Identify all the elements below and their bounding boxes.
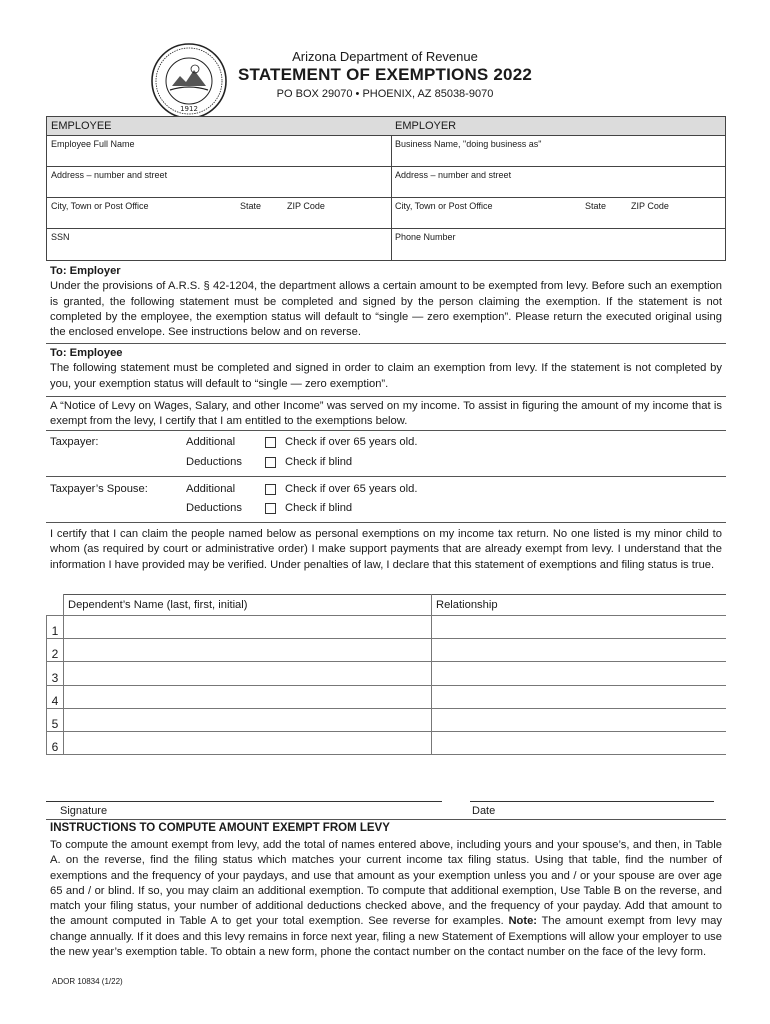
employee-ssn-label: SSN bbox=[51, 232, 70, 242]
employee-city-label: City, Town or Post Office bbox=[51, 201, 149, 211]
divider bbox=[46, 430, 726, 431]
dependents-header-row bbox=[47, 595, 727, 616]
taxpayer-blind-checkbox[interactable] bbox=[265, 457, 276, 468]
table-row bbox=[47, 639, 727, 662]
dependent-name-cell[interactable] bbox=[64, 708, 432, 731]
employer-address-label: Address – number and street bbox=[395, 170, 512, 180]
certification-text: I certify that I can claim the people named below as personal exemptions on my income tax return. No one listed is my minor child to whom (as required by court or administrative order) I make support payments that are already exempt from levy. I understand that the information I have provided may be verified. Under penalties of law, I declare that this statement of exemptions and filing status is true. bbox=[50, 528, 722, 571]
relationship-cell[interactable] bbox=[432, 616, 727, 639]
taxpayer-deductions-label: Deductions bbox=[186, 456, 242, 468]
relationship-cell[interactable] bbox=[432, 685, 727, 708]
row-number: 3 bbox=[47, 662, 64, 685]
table-row bbox=[47, 708, 727, 731]
relationship-cell[interactable] bbox=[432, 708, 727, 731]
spouse-over65-option bbox=[265, 483, 417, 495]
relationship-cell[interactable] bbox=[432, 731, 727, 754]
relationship-header: Relationship bbox=[432, 595, 727, 616]
row-number: 5 bbox=[47, 708, 64, 731]
taxpayer-over65-checkbox[interactable] bbox=[265, 437, 276, 448]
employee-city-field[interactable] bbox=[47, 198, 391, 229]
instructions-heading: INSTRUCTIONS TO COMPUTE AMOUNT EXEMPT FROM LEVY bbox=[50, 822, 390, 834]
state-seal bbox=[150, 42, 228, 120]
to-employer-heading: To: Employer bbox=[50, 265, 121, 277]
table-row bbox=[47, 685, 727, 708]
relationship-cell[interactable] bbox=[432, 662, 727, 685]
taxpayer-over65-option bbox=[265, 436, 417, 448]
dependent-name-cell[interactable] bbox=[64, 662, 432, 685]
instructions-text bbox=[50, 838, 722, 960]
taxpayer-label: Taxpayer: bbox=[50, 436, 99, 448]
seal-year: 1912 bbox=[180, 105, 198, 113]
spouse-label: Taxpayer’s Spouse: bbox=[50, 483, 148, 495]
to-employer-section bbox=[50, 264, 722, 340]
employer-heading: EMPLOYER bbox=[391, 117, 725, 136]
party-info-grid bbox=[46, 116, 726, 261]
spouse-over65-label: Check if over 65 years old. bbox=[285, 483, 418, 495]
employer-phone-label: Phone Number bbox=[395, 232, 456, 242]
employee-name-label: Employee Full Name bbox=[51, 139, 135, 149]
to-employee-section bbox=[50, 346, 722, 392]
row-number: 4 bbox=[47, 685, 64, 708]
row-number: 2 bbox=[47, 639, 64, 662]
spouse-blind-option bbox=[265, 502, 352, 514]
dependent-name-header: Dependent’s Name (last, first, initial) bbox=[64, 595, 432, 616]
employee-zip-label: ZIP Code bbox=[287, 201, 325, 211]
taxpayer-blind-option bbox=[265, 456, 352, 468]
employee-section bbox=[47, 117, 392, 260]
employer-business-field[interactable] bbox=[391, 136, 725, 167]
table-row bbox=[47, 731, 727, 754]
taxpayer-blind-label: Check if blind bbox=[285, 456, 353, 468]
employee-state-label: State bbox=[240, 201, 262, 211]
agency-name: Arizona Department of Revenue bbox=[292, 49, 478, 64]
dependent-name-cell[interactable] bbox=[64, 685, 432, 708]
row-number: 6 bbox=[47, 731, 64, 754]
divider bbox=[46, 522, 726, 523]
employer-city-field[interactable] bbox=[391, 198, 725, 229]
levy-notice-text: A “Notice of Levy on Wages, Salary, and other Income” was served on my income. To assist in figuring the amount of my income that is exempt from the levy, I certify that I am entitled to the exemptions below. bbox=[50, 400, 722, 428]
spouse-over65-checkbox[interactable] bbox=[265, 484, 276, 495]
employer-state-label: State bbox=[585, 201, 607, 211]
employee-address-field[interactable] bbox=[47, 167, 391, 198]
taxpayer-over65-label: Check if over 65 years old. bbox=[285, 436, 418, 448]
table-row bbox=[47, 662, 727, 685]
to-employer-body: Under the provisions of A.R.S. § 42-1204, the department allows a certain amount to be exempted from levy. Before such an exemption is granted, the following statement must be completed and signed by the person claiming the exemption. If the statement is not completed by the employee, the exemption status will default to “single — zero exemption”. Please return the executed original using the enclosed envelope. See instructions below and on reverse. bbox=[50, 280, 722, 339]
divider bbox=[46, 476, 726, 477]
row-number: 1 bbox=[47, 616, 64, 639]
dependent-name-cell[interactable] bbox=[64, 731, 432, 754]
divider bbox=[46, 396, 726, 397]
header-number-cell bbox=[47, 595, 64, 616]
to-employee-heading: To: Employee bbox=[50, 347, 123, 359]
employee-ssn-field[interactable] bbox=[47, 229, 391, 260]
employee-heading: EMPLOYEE bbox=[47, 117, 391, 136]
date-line[interactable] bbox=[470, 801, 714, 802]
date-label: Date bbox=[472, 805, 496, 817]
form-number: ADOR 10834 (1/22) bbox=[52, 977, 123, 986]
instructions-body-1: To compute the amount exempt from levy, add the total of names entered above, including yours and your spouse’s, and then, in Table A. on the reverse, find the filing status which matches your current income tax filing status. Using that table, find the number of exemptions and the frequency of your paydays, and use that amount as your exemption unless you and / or your spouse are over age 65 and / or blind. If so, you may claim an additional exemption. To compute that additional exemption, Use Table B on the reverse, and match your filing status, your number of additional deductions checked above, and the frequency of your payday. Add that amount to the amount computed in Table A to get your total exemption. See reverse for examples. bbox=[50, 839, 722, 928]
dependent-name-cell[interactable] bbox=[64, 639, 432, 662]
employer-address-field[interactable] bbox=[391, 167, 725, 198]
dependents-table bbox=[46, 594, 726, 755]
divider bbox=[46, 343, 726, 344]
spouse-deductions-label: Deductions bbox=[186, 502, 242, 514]
note-label: Note: bbox=[508, 915, 538, 928]
employer-phone-field[interactable] bbox=[391, 229, 725, 260]
taxpayer-additional-label: Additional bbox=[186, 436, 236, 448]
divider bbox=[46, 819, 726, 820]
employer-city-label: City, Town or Post Office bbox=[395, 201, 493, 211]
spouse-additional-label: Additional bbox=[186, 483, 236, 495]
table-row bbox=[47, 616, 727, 639]
instructions-body-2: The amount exempt from levy may change annually. If it does and this levy remains in force next year, filing a new Statement of Exemptions will allow your employer to use the new year’s exemption table. To obtain a new form, phone the contact number on the contact number on the face of the levy form. bbox=[50, 915, 722, 959]
spouse-blind-checkbox[interactable] bbox=[265, 503, 276, 514]
signature-label: Signature bbox=[60, 805, 108, 817]
employer-business-label: Business Name, "doing business as" bbox=[395, 139, 542, 149]
page-title: STATEMENT OF EXEMPTIONS 2022 bbox=[237, 65, 533, 84]
dependent-name-cell[interactable] bbox=[64, 616, 432, 639]
to-employee-body: The following statement must be completed and signed in order to claim an exemption from levy. If the statement is not completed by you, your exemption status will default to “single — zero exemption”. bbox=[50, 362, 722, 390]
employee-address-label: Address – number and street bbox=[51, 170, 168, 180]
spouse-blind-label: Check if blind bbox=[285, 502, 353, 514]
employee-name-field[interactable] bbox=[47, 136, 391, 167]
employer-zip-label: ZIP Code bbox=[631, 201, 669, 211]
employer-section bbox=[391, 117, 725, 260]
relationship-cell[interactable] bbox=[432, 639, 727, 662]
agency-address: PO BOX 29070 • PHOENIX, AZ 85038-9070 bbox=[276, 88, 494, 100]
signature-line[interactable] bbox=[46, 801, 442, 802]
